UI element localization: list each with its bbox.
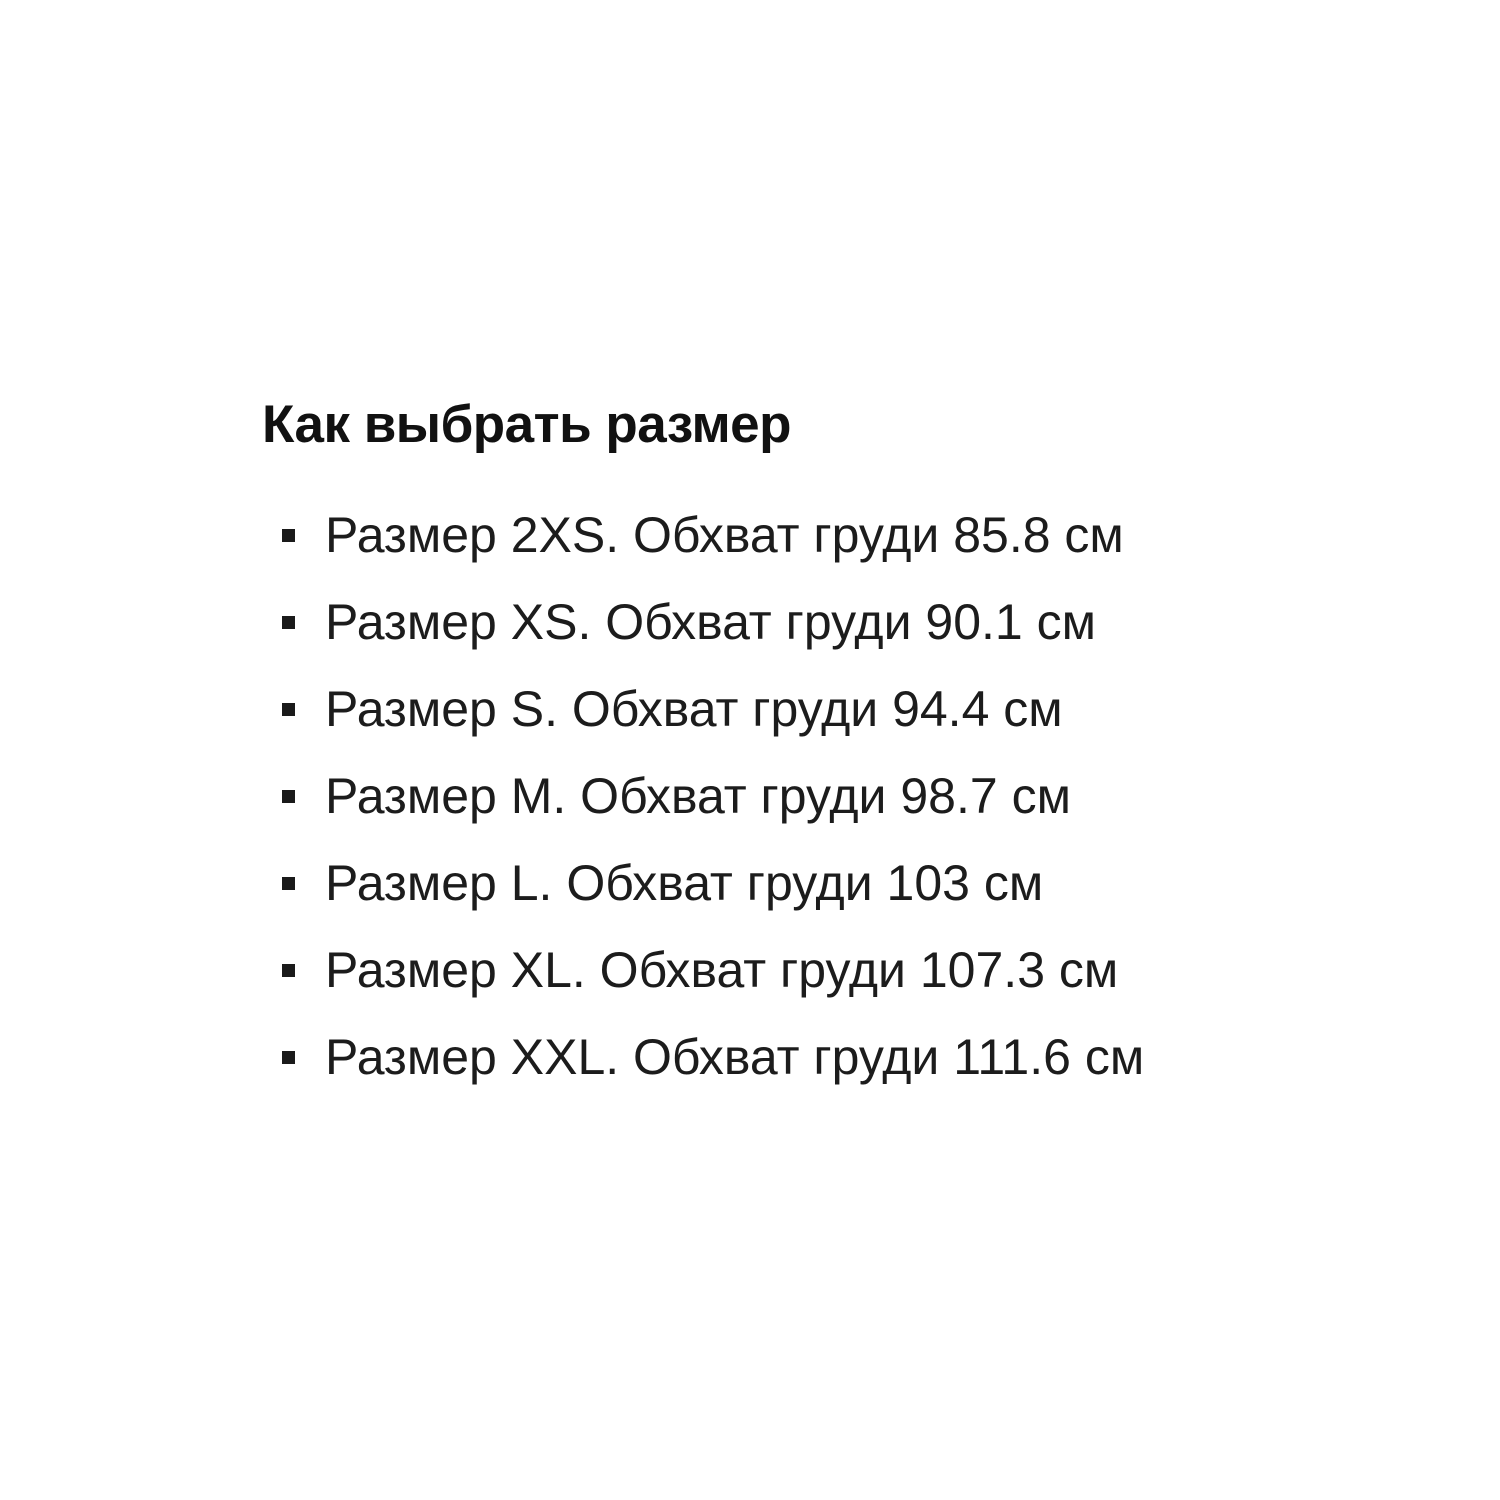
size-item-text: Размер XXL. Обхват груди 111.6 см [325,1028,1145,1085]
list-item [262,491,1144,578]
page-title: Как выбрать размер [262,395,791,454]
list-item [262,1013,1144,1100]
size-guide [262,388,1144,1100]
square-bullet-icon [282,616,295,629]
list-item [262,839,1144,926]
list-item [262,752,1144,839]
square-bullet-icon [282,529,295,542]
list-item [262,926,1144,1013]
list-item [262,665,1144,752]
size-item-text: Размер M. Обхват груди 98.7 см [325,767,1071,824]
size-item-text: Размер XS. Обхват груди 90.1 см [325,593,1096,650]
square-bullet-icon [282,964,295,977]
square-bullet-icon [282,1051,295,1064]
list-item [262,578,1144,665]
size-item-text: Размер 2XS. Обхват груди 85.8 см [325,506,1124,563]
size-item-text: Размер XL. Обхват груди 107.3 см [325,941,1119,998]
size-item-text: Размер S. Обхват груди 94.4 см [325,680,1063,737]
square-bullet-icon [282,877,295,890]
square-bullet-icon [282,703,295,716]
square-bullet-icon [282,790,295,803]
size-item-text: Размер L. Обхват груди 103 см [325,854,1044,911]
size-list [262,491,1144,1100]
